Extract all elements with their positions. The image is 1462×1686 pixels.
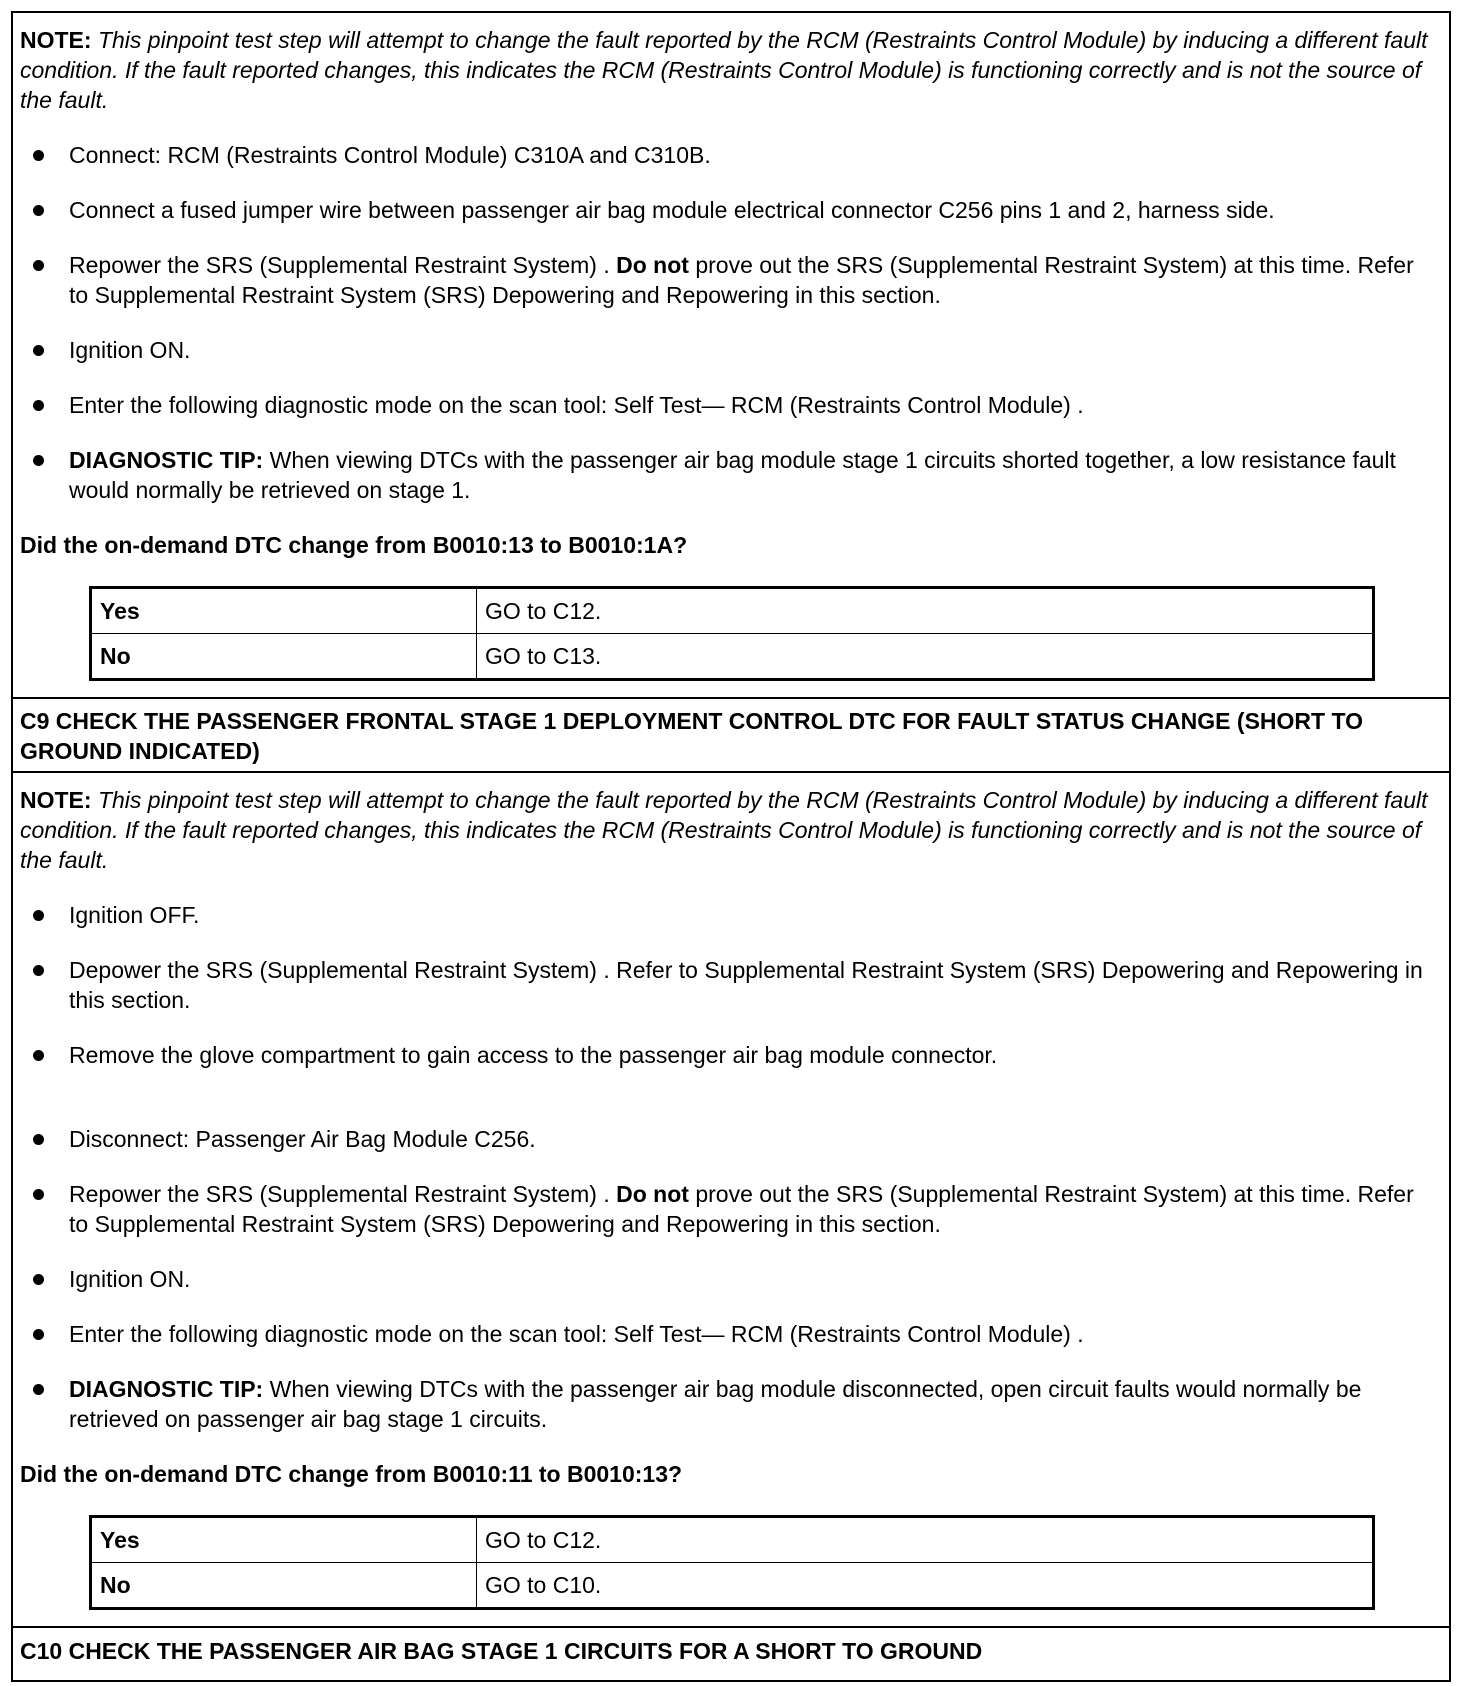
- list-item: [69, 445, 1439, 505]
- item-emphasis: Do not: [616, 1181, 689, 1207]
- item-text: When viewing DTCs with the passenger air bag module disconnected, open circuit faults would normally be retrieved on passenger air bag stage 1 circuits.: [69, 1376, 1362, 1432]
- question: Did the on-demand DTC change from B0010:13 to B0010:1A?: [20, 532, 688, 558]
- answer-cell: No: [91, 1563, 477, 1609]
- list-item: Depower the SRS (Supplemental Restraint System) . Refer to Supplemental Restraint System (SRS) Depowering and Repowering in this section.: [69, 957, 1423, 1013]
- table-row: [91, 1563, 1374, 1609]
- table-row: [91, 634, 1374, 680]
- item-text: Repower the SRS (Supplemental Restraint System) .: [69, 1181, 617, 1207]
- step-heading: C9 CHECK THE PASSENGER FRONTAL STAGE 1 DEPLOYMENT CONTROL DTC FOR FAULT STATUS CHANGE (SHORT TO GROUND INDICATED): [20, 708, 1363, 764]
- divider: [11, 771, 1451, 773]
- bullet-icon: [33, 1189, 44, 1200]
- list-item: [69, 1374, 1439, 1434]
- list-item: [69, 250, 1439, 310]
- bullet-icon: [33, 1274, 44, 1285]
- action-cell: GO to C13.: [477, 634, 1374, 680]
- note-1: [20, 25, 1440, 115]
- item-emphasis: DIAGNOSTIC TIP:: [69, 1376, 264, 1402]
- list-item: Connect: RCM (Restraints Control Module) C310A and C310B.: [69, 142, 711, 168]
- answer-cell: No: [91, 634, 477, 680]
- note-text: This pinpoint test step will attempt to change the fault reported by the RCM (Restraints Control Module) by inducing a different fault condition. If the fault reported changes, this indicates the RCM (Restraints Control Module) is functioning correctly and is not the source of the fault.: [20, 787, 1428, 873]
- list-item: Remove the glove compartment to gain access to the passenger air bag module connector.: [69, 1042, 998, 1068]
- action-cell: GO to C12.: [477, 1517, 1374, 1563]
- bullet-icon: [33, 1329, 44, 1340]
- note-label: NOTE:: [20, 787, 92, 813]
- question: Did the on-demand DTC change from B0010:11 to B0010:13?: [20, 1461, 683, 1487]
- divider: [11, 1626, 1451, 1628]
- list-item: Ignition ON.: [69, 337, 191, 363]
- step-heading: C10 CHECK THE PASSENGER AIR BAG STAGE 1 CIRCUITS FOR A SHORT TO GROUND: [20, 1638, 983, 1664]
- bullet-icon: [33, 205, 44, 216]
- list-item: Disconnect: Passenger Air Bag Module C256.: [69, 1126, 536, 1152]
- note-label: NOTE:: [20, 27, 92, 53]
- item-text: Repower the SRS (Supplemental Restraint System) .: [69, 252, 617, 278]
- list-item: Enter the following diagnostic mode on the scan tool: Self Test— RCM (Restraints Control Module) .: [69, 1321, 1084, 1347]
- bullet-icon: [33, 260, 44, 271]
- note-2: [20, 785, 1440, 875]
- bullet-icon: [33, 965, 44, 976]
- item-emphasis: DIAGNOSTIC TIP:: [69, 447, 264, 473]
- item-emphasis: Do not: [616, 252, 689, 278]
- bullet-icon: [33, 400, 44, 411]
- bullet-icon: [33, 910, 44, 921]
- bullet-icon: [33, 345, 44, 356]
- answer-table: [89, 1515, 1375, 1610]
- action-cell: GO to C10.: [477, 1563, 1374, 1609]
- table-row: [91, 1517, 1374, 1563]
- list-item: Connect a fused jumper wire between passenger air bag module electrical connector C256 pins 1 and 2, harness side.: [69, 197, 1275, 223]
- list-item: [69, 1179, 1439, 1239]
- list-item: Ignition OFF.: [69, 902, 200, 928]
- divider: [11, 697, 1451, 699]
- answer-cell: Yes: [91, 588, 477, 634]
- note-text: This pinpoint test step will attempt to change the fault reported by the RCM (Restraints Control Module) by inducing a different fault condition. If the fault reported changes, this indicates the RCM (Restraints Control Module) is functioning correctly and is not the source of the fault.: [20, 27, 1428, 113]
- item-text: When viewing DTCs with the passenger air bag module stage 1 circuits shorted together, a low resistance fault would normally be retrieved on stage 1.: [69, 447, 1396, 503]
- bullet-icon: [33, 1050, 44, 1061]
- answer-table: [89, 586, 1375, 681]
- table-row: [91, 588, 1374, 634]
- answer-cell: Yes: [91, 1517, 477, 1563]
- action-cell: GO to C12.: [477, 588, 1374, 634]
- list-item: Ignition ON.: [69, 1266, 191, 1292]
- bullet-icon: [33, 150, 44, 161]
- item-text: prove out the SRS (Supplemental Restraint System) at this time. Refer to Supplemental Restraint System (SRS) Depowering and Repowering in this section.: [69, 252, 1414, 308]
- bullet-icon: [33, 455, 44, 466]
- bullet-icon: [33, 1384, 44, 1395]
- item-text: prove out the SRS (Supplemental Restraint System) at this time. Refer to Supplemental Restraint System (SRS) Depowering and Repowering in this section.: [69, 1181, 1414, 1237]
- list-item: Enter the following diagnostic mode on the scan tool: Self Test— RCM (Restraints Control Module) .: [69, 392, 1084, 418]
- bullet-icon: [33, 1134, 44, 1145]
